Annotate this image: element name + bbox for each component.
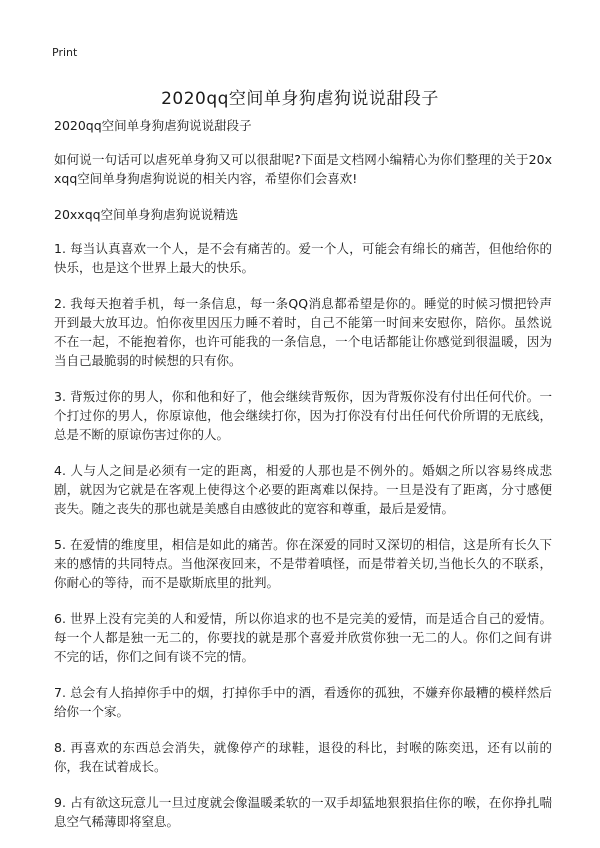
intro-paragraph: 如何说一句话可以虐死单身狗又可以很甜呢?下面是文档网小编精心为你们整理的关于20xxqq空间单身狗虐狗说说的相关内容，希望你们会喜欢! xyxy=(54,152,552,186)
section-heading: 20xxqq空间单身狗虐狗说说精选 xyxy=(54,207,239,222)
quote-item-8: 8. 再喜欢的东西总会消失，就像停产的球鞋，退役的科比，封喉的陈奕迅，还有以前的你，我在试着成长。 xyxy=(54,740,552,774)
quote-item-2: 2. 我每天抱着手机，每一条信息，每一条QQ消息都希望是你的。睡觉的时候习惯把铃声开到最大放耳边。怕你夜里因压力睡不着时，自己不能第一时间来安慰你，陪你。虽然说不在一起，不能抱着你，也许可能我的一条信息，一个电话都能让你感觉到很温暖，因为当自己最脆弱的时候想的只有你。 xyxy=(54,296,552,368)
quote-item-9: 9. 占有欲这玩意儿一旦过度就会像温暖柔软的一双手却猛地狠狠掐住你的喉，在你挣扎喘息空气稀薄即将窒息。 xyxy=(54,795,552,829)
quote-item-7: 7. 总会有人掐掉你手中的烟，打掉你手中的酒，看透你的孤独，不嫌弃你最糟的模样然后给你一个家。 xyxy=(54,685,552,719)
document-title: 2020qq空间单身狗虐狗说说甜段子 xyxy=(161,89,439,109)
quote-item-1: 1. 每当认真喜欢一个人，是不会有痛苦的。爱一个人，可能会有绵长的痛苦，但他给你的快乐，也是这个世界上最大的快乐。 xyxy=(54,241,552,275)
quote-item-4: 4. 人与人之间是必须有一定的距离，相爱的人那也是不例外的。婚姻之所以容易终成悲剧，就因为它就是在客观上使得这个必要的距离难以保持。一旦是没有了距离，分寸感便丧失。随之丧失的那也就是美感自由感彼此的宽容和尊重，最后是爱情。 xyxy=(54,463,552,516)
document-body xyxy=(54,116,552,848)
quote-item-3: 3. 背叛过你的男人，你和他和好了，他会继续背叛你，因为背叛你没有付出任何代价。一个打过你的男人，你原谅他，他会继续打你，因为打你没有付出任何代价所谓的无底线，总是不断的原谅伤害过你的人。 xyxy=(54,389,552,442)
quote-item-5: 5. 在爱情的维度里，相信是如此的痛苦。你在深爱的同时又深切的相信，这是所有长久下来的感情的共同特点。当他深夜回来，不是带着嗔怪，而是带着关切,当他长久的不联系，你耐心的等待，而不是歇斯底里的批判。 xyxy=(54,537,552,590)
subtitle: 2020qq空间单身狗虐狗说说甜段子 xyxy=(54,118,252,133)
quote-item-6: 6. 世界上没有完美的人和爱情，所以你追求的也不是完美的爱情，而是适合自己的爱情。每一个人都是独一无二的，你要找的就是那个喜爱并欣赏你独一无二的人。你们之间有讲不完的话，你们之间有谈不完的情。 xyxy=(54,611,552,664)
print-link[interactable]: Print xyxy=(52,46,78,59)
